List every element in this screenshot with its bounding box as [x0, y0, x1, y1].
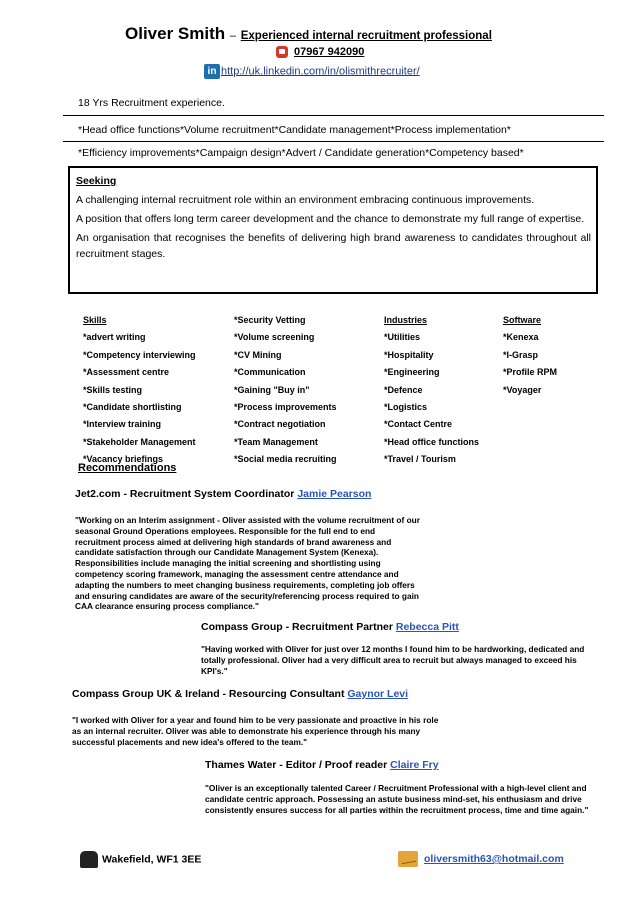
recommender-name[interactable]: Claire Fry [390, 759, 439, 771]
phone-row [276, 46, 364, 58]
skills-header: Skills [83, 315, 107, 325]
recommendation-quote: "Oliver is an exceptionally talented Career / Recruitment Professional with a high-level client and candidate centric approach. Possessing an astute business mind-set, his enthusiasm and drive consistently ensures success for all parties within the recruitment process, time and time again." [205, 783, 589, 815]
list-item: *Hospitality [384, 349, 434, 360]
linkedin-icon: in [204, 64, 220, 79]
recommendation-title [75, 488, 371, 500]
recommendation-role: Compass Group - Recruitment Partner [201, 621, 393, 633]
skills-column-2 [234, 312, 337, 469]
recommender-name[interactable]: Gaynor Levi [347, 688, 409, 700]
software-header: Software [503, 315, 542, 325]
recommendation-title [72, 688, 408, 700]
list-item: *Profile RPM [503, 367, 558, 378]
summary-line-1: *Head office functions*Volume recruitment*Candidate management*Process implementation* [78, 124, 511, 136]
seeking-paragraph-2: A position that offers long term career development and the chance to demonstrate my full range of expertise. [76, 213, 585, 225]
list-item: *I-Grasp [503, 349, 539, 360]
recommendation-title [205, 759, 439, 771]
house-icon [80, 851, 98, 868]
recommendation-role: Jet2.com - Recruitment System Coordinator [75, 488, 295, 500]
list-item: *Volume screening [234, 332, 315, 343]
list-item: *Process improvements [234, 402, 337, 413]
list-item: *Interview training [83, 419, 162, 430]
divider [63, 141, 604, 142]
phone-number[interactable]: 07967 942090 [294, 46, 365, 58]
list-item: *Communication [234, 367, 306, 378]
email-link[interactable]: oliversmith63@hotmail.com [424, 852, 564, 865]
candidate-title: Experienced internal recruitment professional [240, 30, 492, 42]
list-item: *Contact Centre [384, 419, 453, 430]
divider [63, 115, 604, 116]
list-item: *Team Management [234, 436, 318, 447]
mail-icon [398, 851, 418, 867]
footer-email [398, 851, 564, 867]
summary-line-2: *Efficiency improvements*Campaign design*Advert / Candidate generation*Competency based* [78, 147, 524, 159]
recommender-name[interactable]: Jamie Pearson [297, 488, 372, 500]
list-item: *advert writing [83, 332, 146, 343]
recommendation-quote: "I worked with Oliver for a year and found him to be very passionate and proactive in his role as an internal recruiter. Oliver was able to demonstrate his experience through his many successful placements and new idea's offered to the team." [72, 715, 439, 747]
recommendations-heading: Recommendations [78, 462, 177, 474]
list-item: *Skills testing [83, 384, 143, 395]
recommender-name[interactable]: Rebecca Pitt [395, 621, 459, 633]
candidate-name: Oliver Smith [125, 24, 226, 43]
recommendation-quote: "Having worked with Oliver for just over 12 months I found him to be hardworking, dedicated and totally professional. Oliver had a very difficult area to recruit but always managed to exceed his KPI's." [201, 644, 585, 676]
industries-column [384, 312, 479, 469]
recommendation-title [201, 621, 459, 633]
linkedin-link[interactable]: http://uk.linkedin.com/in/olismithrecruiter/ [221, 65, 420, 78]
list-item: *Security Vetting [234, 315, 306, 325]
list-item: *Gaining "Buy in" [234, 384, 310, 395]
footer-location [80, 851, 201, 868]
software-column [503, 312, 557, 399]
list-item: *Stakeholder Management [83, 436, 196, 447]
list-item: *Logistics [384, 402, 428, 413]
list-item: *Candidate shortlisting [83, 402, 182, 413]
experience-line: 18 Yrs Recruitment experience. [78, 97, 225, 109]
seeking-box [68, 166, 598, 294]
list-item: *Kenexa [503, 332, 539, 343]
seeking-title: Seeking [76, 175, 117, 187]
industries-header: Industries [384, 315, 428, 325]
recommendation-role: Compass Group UK & Ireland - Resourcing Consultant [72, 688, 345, 700]
list-item: *Assessment centre [83, 367, 170, 378]
location-text: Wakefield, WF1 3EE [102, 853, 202, 866]
list-item: *Contract negotiation [234, 419, 326, 430]
list-item: *Head office functions [384, 436, 480, 447]
list-item: *Utilities [384, 332, 421, 343]
seeking-paragraph-3: An organisation that recognises the benefits of delivering high brand awareness to candidates throughout all recruitment stages. [76, 232, 591, 260]
list-item: *Defence [384, 384, 423, 395]
list-item: *Travel / Tourism [384, 454, 456, 465]
list-item: *Vacancy briefings [83, 454, 164, 465]
list-item: *Voyager [503, 384, 542, 395]
recommendation-quote: "Working on an Interim assignment - Oliver assisted with the volume recruitment of our seasonal Ground Operations employees. Responsible for the full end to end recruitment process aimed at delivering high standards of brand awareness and candidate satisfaction through our Candidate Management System (Kenexa). Responsibilities include managing the initial screening and shortlisting using competency scoring framework, managing the assessment centre attendance and adapting the numbers to meet changing business requirements, completing job offers and ensuring candidates are aware of the security/referencing process required to gain CAA clearance ensuring process compliance." [75, 515, 420, 612]
header-dash: – [229, 30, 236, 42]
skills-column [83, 312, 196, 469]
phone-icon [276, 46, 288, 58]
list-item: *Competency interviewing [83, 349, 196, 360]
list-item: *Social media recruiting [234, 454, 337, 465]
recommendation-role: Thames Water - Editor / Proof reader [205, 759, 388, 771]
list-item: *Engineering [384, 367, 440, 378]
list-item: *CV Mining [234, 349, 282, 360]
header-line [125, 24, 492, 44]
seeking-paragraph-1: A challenging internal recruitment role within an environment embracing continuous improvements. [76, 194, 535, 206]
linkedin-row [204, 64, 420, 79]
